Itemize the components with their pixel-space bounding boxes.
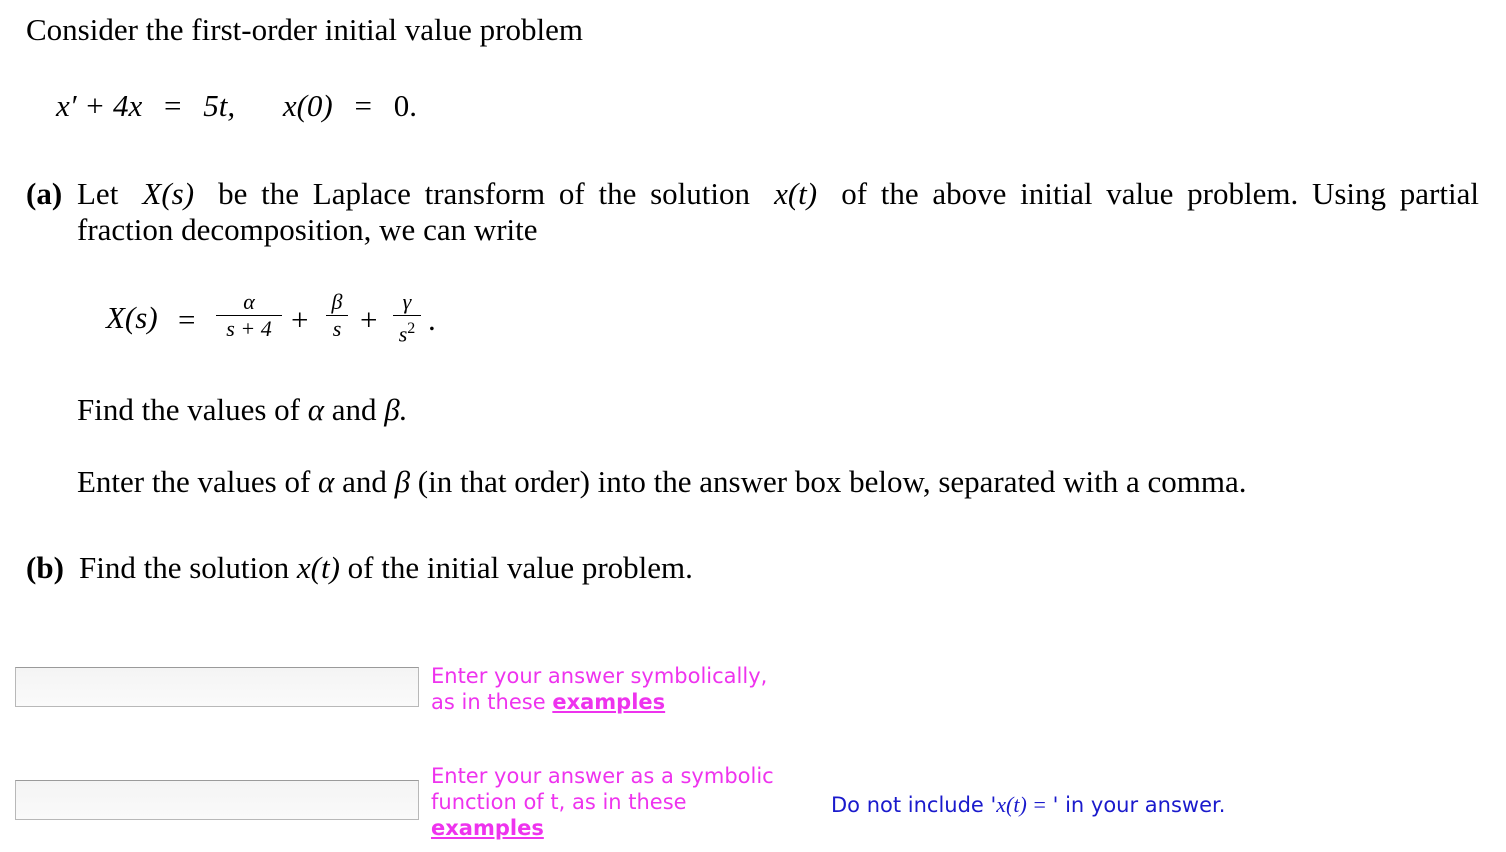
ivp-rhs: 5t, (203, 88, 236, 123)
part-a-label: (a) (26, 176, 63, 211)
alpha-symbol: α (307, 392, 325, 427)
format-note: Do not include 'x(t) = ' in your answer. (831, 792, 1226, 817)
decomp-term3-den: $s^2$ (398, 320, 416, 347)
decomp-term1-den: s + 4 (226, 316, 272, 341)
examples-link-a[interactable]: examples (552, 690, 666, 714)
ivp-ic-eq: = (354, 88, 372, 123)
part-a-xt: x(t) (774, 176, 818, 211)
decomp-term3-exp: 2 (407, 320, 416, 337)
answer-hint-b: Enter your answer as a symbolic function of t, as in these examples (431, 764, 774, 840)
intro-text: Consider the first-order initial value problem (26, 12, 583, 47)
decomp-term2-den: s (332, 316, 342, 341)
part-a-line1-b: be the Laplace transform of the solution (218, 176, 750, 211)
decomp-term3 (393, 290, 421, 346)
part-b-text: Find the solution x(t) of the initial value problem. (79, 550, 693, 585)
ivp-equation (56, 88, 417, 124)
decomp-end: . (428, 302, 436, 337)
answer-input-b[interactable] (15, 780, 419, 820)
part-a-Xs: X(s) (142, 176, 195, 211)
enter-values-text: Enter the values of α and β (in that order) into the answer box below, separated with a comma. (77, 464, 1247, 499)
answer-input-a[interactable] (15, 667, 419, 707)
decomp-eq: = (178, 302, 196, 337)
decomp-term2 (326, 290, 348, 341)
find-values-text: Find the values of α and β. (77, 392, 408, 427)
part-a-line2: fraction decomposition, we can write (77, 212, 538, 247)
ivp-ic-rhs: 0. (393, 88, 417, 123)
ivp-eq: = (163, 88, 182, 123)
part-b-label: (b) (26, 550, 64, 585)
decomp-term3-num: γ (402, 289, 412, 314)
part-a-line1 (77, 176, 1479, 212)
examples-link-b[interactable]: examples (431, 816, 544, 840)
part-a-line1-c: of the above initial value problem. Using partial (841, 176, 1479, 211)
decomp-lhs: X(s) (106, 300, 158, 335)
ivp-ic-lhs: x(0) (282, 88, 333, 123)
decomp-term1 (216, 290, 282, 341)
decomp-term1-num: α (243, 289, 255, 314)
answer-hint-a: Enter your answer symbolically, as in these examples (431, 664, 768, 714)
decomp-term2-num: β (331, 289, 343, 314)
ivp-lhs: x′ + 4x (56, 88, 143, 123)
beta-symbol: β. (384, 392, 408, 427)
decomp-plus1: + (291, 302, 309, 337)
decomp-plus2: + (360, 302, 378, 337)
part-a-let: Let (77, 176, 119, 211)
